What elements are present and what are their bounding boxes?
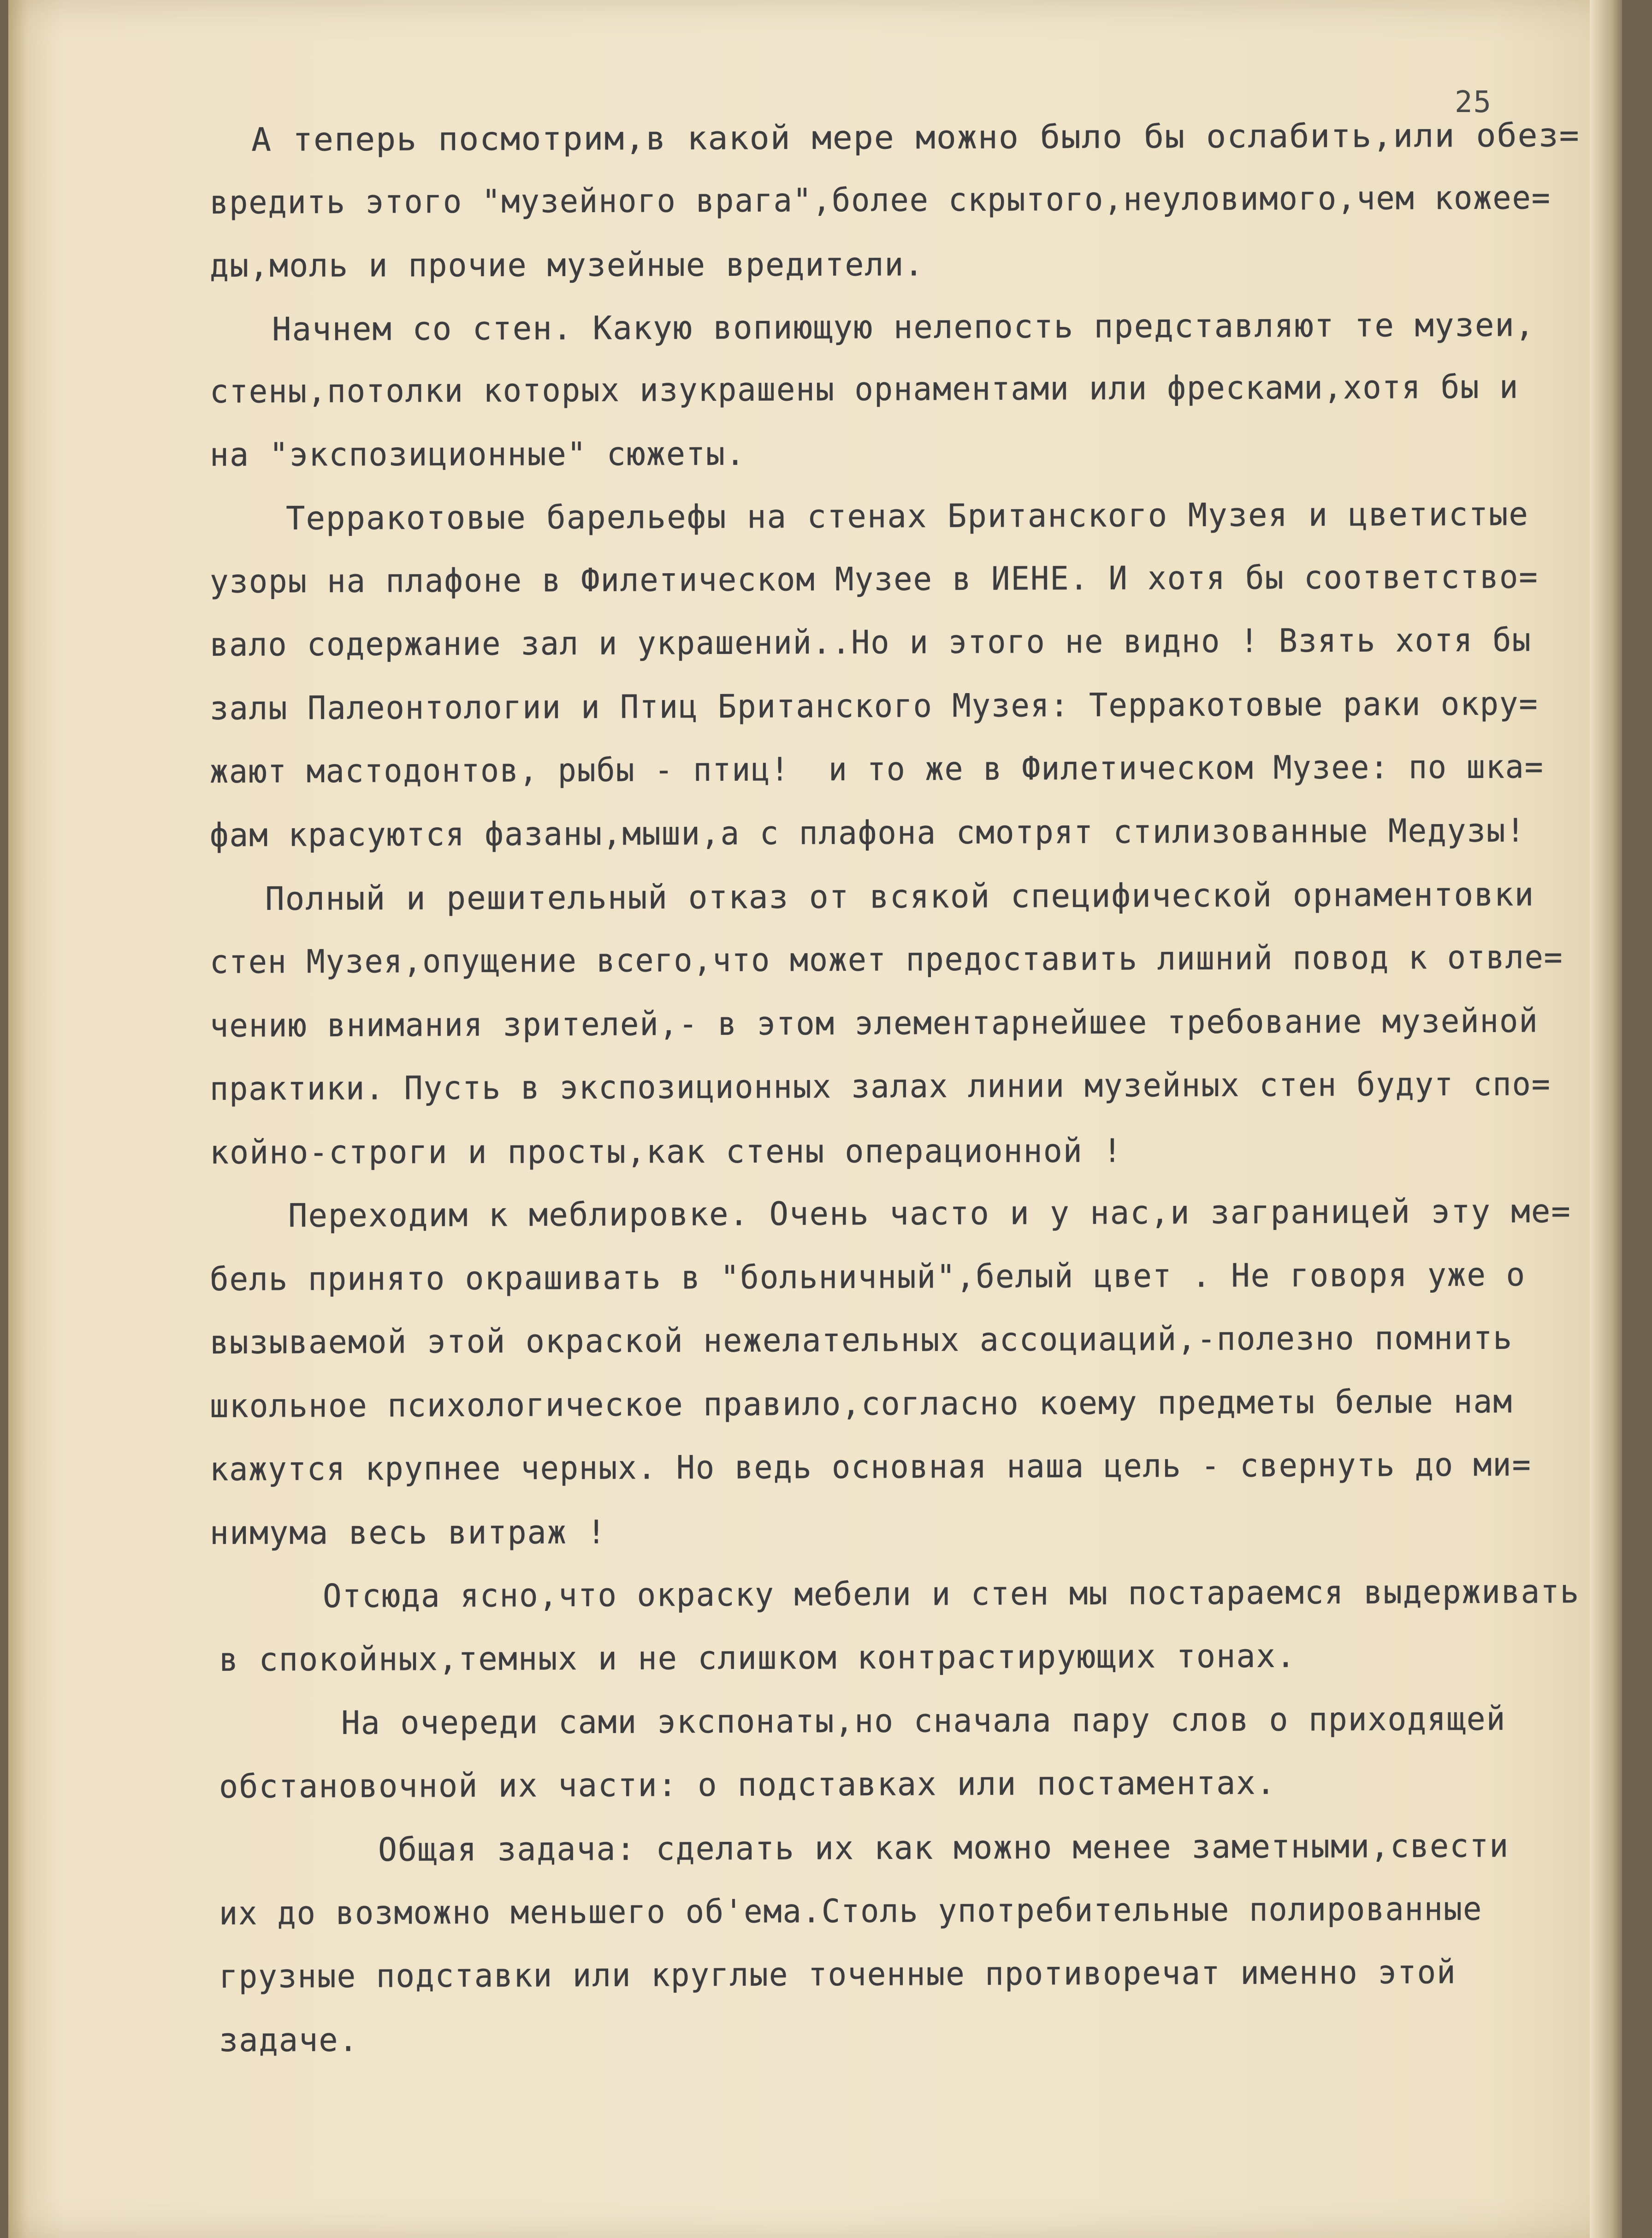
- text-line: стены,потолки которых изукрашены орнаментами или фресками,хотя бы и: [209, 368, 1519, 410]
- text-line: в спокойных,темных и не слишком контрастирующих тонах.: [219, 1637, 1297, 1679]
- text-line: чению внимания зрителей,- в этом элементарнейшее требование музейной: [209, 1002, 1539, 1045]
- page-number: 25: [1455, 85, 1492, 119]
- text-line: стен Музея,опущение всего,что может предоставить лишний повод к отвле=: [209, 938, 1563, 981]
- text-line: койно-строги и просты,как стены операционной !: [209, 1132, 1123, 1171]
- text-line: на "экспозиционные" сюжеты.: [209, 434, 746, 474]
- text-line: залы Палеонтологии и Птиц Британского Музея: Терракотовые раки окру=: [209, 684, 1539, 727]
- text-line: А теперь посмотрим,в какой мере можно было бы ослабить,или обез=: [251, 116, 1580, 159]
- text-line: Начнем со стен. Какую вопиющую нелепость представляют те музеи,: [272, 306, 1535, 348]
- text-line: Общая задача: сделать их как можно менее заметными,свести: [378, 1827, 1510, 1869]
- text-line: вызываемой этой окраской нежелательных ассоциаций,-полезно помнить: [209, 1318, 1513, 1361]
- text-line: кажутся крупнее черных. Но ведь основная наша цель - свернуть до ми=: [209, 1445, 1532, 1488]
- text-line: Отсюда ясно,что окраску мебели и стен мы постараемся выдерживать: [322, 1573, 1580, 1615]
- text-line: На очереди сами экспонаты,но сначала пару слов о приходящей: [341, 1699, 1506, 1742]
- text-line: Переходим к меблировке. Очень часто и у нас,и заграницей эту ме=: [288, 1192, 1571, 1235]
- text-line: вредить этого "музейного врага",более скрытого,неуловимого,чем кожее=: [209, 178, 1551, 221]
- text-line: их до возможно меньшего об'ема.Столь употребительные полированные: [219, 1889, 1483, 1932]
- text-line: бель принято окрашивать в "больничный",белый цвет . Не говоря уже о: [209, 1255, 1526, 1298]
- text-line: практики. Пусть в экспозиционных залах линии музейных стен будут спо=: [209, 1065, 1551, 1108]
- text-line: ды,моль и прочие музейные вредители.: [209, 245, 924, 285]
- text-line: вало содержание зал и украшений..Но и этого не видно ! Взять хотя бы: [209, 621, 1532, 664]
- text-line: Полный и решительный отказ от всякой специфической орнаментовки: [265, 875, 1535, 918]
- text-line: обстановочной их части: о подставках или постаментах.: [219, 1763, 1276, 1805]
- text-line: жают мастодонтов, рыбы - птиц! и то же в Филетическом Музее: по шка=: [209, 748, 1544, 790]
- text-line: нимума весь витраж !: [209, 1513, 607, 1552]
- text-line: Терракотовые барельефы на стенах Британского Музея и цветистые: [285, 495, 1529, 537]
- text-line: грузные подставки или круглые точенные противоречат именно этой: [219, 1953, 1457, 1995]
- text-line: школьное психологическое правило,согласно коему предметы белые нам: [209, 1382, 1513, 1425]
- text-line: узоры на плафоне в Филетическом Музее в ИЕНЕ. И хотя бы соответство=: [209, 558, 1539, 600]
- text-line: фам красуются фазаны,мыши,а с плафона смотрят стилизованные Медузы!: [209, 811, 1526, 854]
- text-line: задаче.: [219, 2021, 359, 2059]
